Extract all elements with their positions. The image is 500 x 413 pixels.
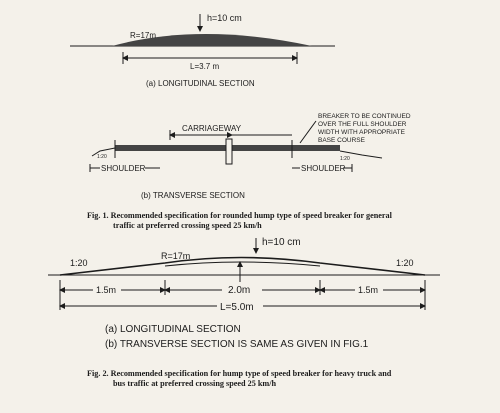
fig2-longitudinal-section — [48, 237, 440, 350]
left-small-label: 1:20 — [97, 154, 107, 160]
section-title: (b) TRANSVERSE SECTION — [141, 191, 245, 200]
total-dim-label: L=5.0m — [220, 302, 254, 313]
note-line-3: WIDTH WITH APPROPRIATE — [318, 129, 405, 136]
hump-inner-line — [165, 262, 320, 266]
note-b: (b) TRANSVERSE SECTION IS SAME AS GIVEN IN FIG.1 — [105, 339, 369, 350]
length-label: L=3.7 m — [190, 62, 220, 71]
height-label: h=10 cm — [207, 13, 242, 23]
fig1-transverse-section — [90, 113, 411, 200]
fig1-caption-line2: traffic at preferred crossing speed 25 km/h — [113, 221, 262, 230]
center-dim-label: 2.0m — [228, 285, 251, 296]
hump-profile — [60, 258, 425, 276]
shoulder-right-label: SHOULDER — [301, 164, 346, 173]
fig2-caption-line1: Fig. 2. Recommended specification for hump type of speed breaker for heavy truck and — [87, 369, 392, 378]
median-divider — [226, 139, 232, 164]
fig2-caption-line2: bus traffic at preferred crossing speed 25 km/h — [113, 379, 277, 388]
left-dim-label: 1.5m — [96, 285, 117, 295]
radius-label: R=17m — [161, 251, 191, 261]
note-line-4: BASE COURSE — [318, 137, 365, 144]
radius-label: R=17m — [130, 31, 157, 40]
note-line-2: OVER THE FULL SHOULDER — [318, 121, 407, 128]
slope-right-label: 1:20 — [396, 258, 414, 268]
slope-left-label: 1:20 — [70, 258, 88, 268]
section-title: (a) LONGITUDINAL SECTION — [146, 79, 255, 88]
right-dim-label: 1.5m — [358, 285, 379, 295]
carriageway-label: CARRIAGEWAY — [182, 124, 242, 133]
shoulder-left-label: SHOULDER — [101, 164, 146, 173]
note-a: (a) LONGITUDINAL SECTION — [105, 324, 241, 335]
height-label: h=10 cm — [262, 237, 301, 248]
right-small-label: 1:20 — [340, 156, 350, 162]
note-line-1: BREAKER TO BE CONTINUED — [318, 113, 411, 120]
fig1-caption-line1: Fig. 1. Recommended specification for rounded hump type of speed breaker for general — [87, 211, 392, 220]
note-leader-line — [300, 121, 316, 143]
fig1-longitudinal-section — [70, 13, 335, 88]
